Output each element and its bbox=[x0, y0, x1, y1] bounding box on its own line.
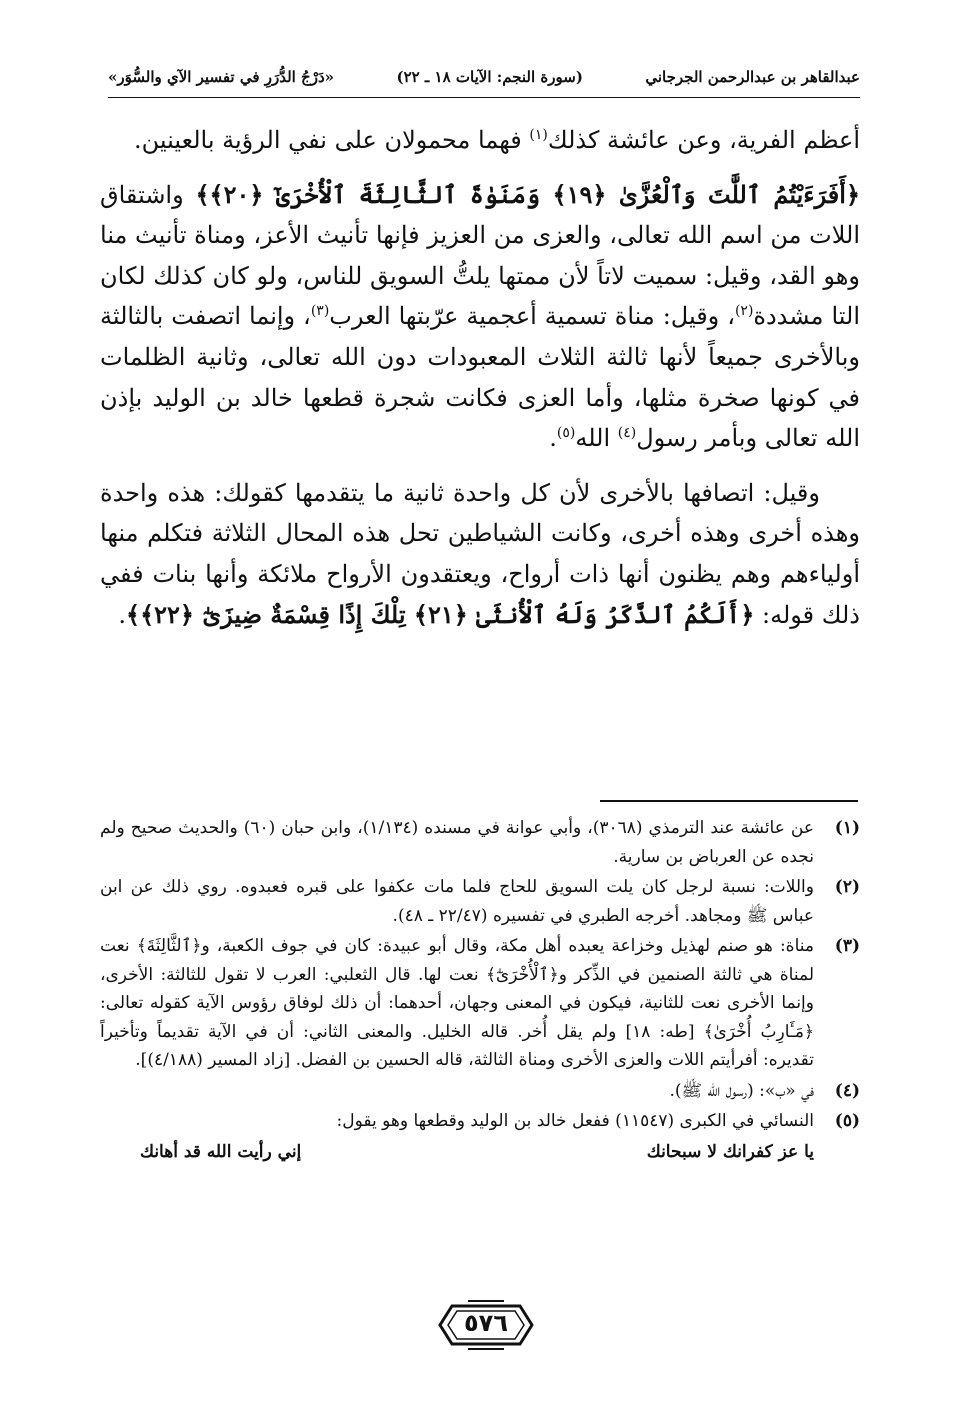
footnote-ref-1: (١) bbox=[529, 127, 548, 143]
text-run: ، وقيل: مناة تسمية أعجمية عرّبتها العرب bbox=[329, 302, 735, 331]
footnotes bbox=[100, 814, 860, 1166]
text-run: وقيل: اتصافها بالأخرى لأن كل واحدة ثانية ما يتقدمها كقولك: هذه واحدة وهذه أخرى وهذه أخرى، وكانت الشياطين تحل هذه المحال الثلاثة فتكلم منها أولياءهم وهم يظنون أنها ذات أرواح، ويعتقدون الأرواح ملائكة وأنها بنات ففي ذلك قوله: bbox=[100, 478, 860, 629]
footnote-number: (٢) bbox=[834, 877, 860, 897]
footnote-number: (٤) bbox=[834, 1080, 860, 1101]
footnote-text: واللات: نسبة لرجل كان يلت السويق للحاج فلما مات عكفوا على قبره فعبدوه. روي ذلك عن ابن عباس ﷺ ومجاهد. أخرجه الطبري في تفسيره (٢٢/٤٧ ـ ٤٨). bbox=[100, 877, 814, 926]
paragraph-2 bbox=[100, 175, 860, 459]
text-run: . bbox=[549, 424, 557, 453]
footnote-text: النسائي في الكبرى (١١٥٤٧) ففعل خالد بن الوليد وقطعها وهو يقول: bbox=[336, 1111, 814, 1131]
text-run: . bbox=[118, 600, 127, 629]
quran-verse-19-20: ﴿أَفَرَءَيْتُمُ ٱللَّٰتَ وَٱلْعُزَّىٰ ﴿١٩﴾ وَمَنَوٰةَ ٱلثَّالِثَةَ ٱلْأُخْرَىٰٓ ﴿٢٠﴾﴾ bbox=[195, 179, 861, 209]
footnote-5 bbox=[100, 1107, 860, 1136]
footnote-2 bbox=[100, 873, 860, 930]
main-text bbox=[100, 120, 860, 635]
paragraph-1 bbox=[100, 120, 860, 161]
footnote-text: مناة: هو صنم لهذيل وخزاعة يعبده أهل مكة، وقال أبو عبيدة: كان في جوف الكعبة، و﴿ٱلثَّالِثَةَ﴾ نعت لمناة هي ثالثة الصنمين في الذِّكر و﴿ٱلْأُخْرَىٰٓ﴾ نعت لها. قال الثعلبي: العرب لا تقول للثالثة: الأخرى، وإنما الأخرى نعت للثانية، فيكون في المعنى وجهان، أحدهما: أن ذلك لوفاق رؤوس الآية كقوله تعالى: ﴿مَـَٔارِبُ أُخْرَىٰ﴾ [طه: ١٨] ولم يقل أُخر. قاله الخليل. والمعنى الثاني: أن في الآية تقديماً وتأخيراً تقديره: أفرأيتم اللات والعزى الأخرى ومناة الثالثة، قاله الحسين بن الفضل. [زاد المسير (٤/١٨٨)]. bbox=[100, 936, 814, 1070]
footnote-text: عن عائشة عند الترمذي (٣٠٦٨)، وأبي عوانة في مسنده (١/١٣٤)، وابن حبان (٦٠) والحديث صحيح ولم نجده عن العرباض بن سارية. bbox=[100, 818, 814, 867]
footnote-3 bbox=[100, 932, 860, 1075]
text-run: واشتقاق اللات من اسم الله تعالى، والعزى من العزيز فإنها تأنيث الأعز، ومناة تأنيث منا وهو القد، وقيل: سميت لاتاً لأن ممتها يلتُّ السويق للناس، ولو كان كذلك لكان التا مشددة bbox=[100, 180, 861, 331]
header-divider bbox=[108, 97, 860, 98]
footnote-1 bbox=[100, 814, 860, 871]
footnote-number: (١) bbox=[834, 818, 860, 838]
text-run: فهما محمولان على نفي الرؤية بالعينين. bbox=[133, 126, 530, 154]
footnote-ref-2: (٢) bbox=[734, 303, 754, 320]
running-header bbox=[108, 64, 860, 90]
text-run: الله bbox=[575, 424, 618, 453]
text-run: أعظم الفرية، وعن عائشة كذلك bbox=[547, 126, 860, 154]
page-number-ornament bbox=[438, 1300, 534, 1350]
footnote-divider bbox=[600, 800, 858, 802]
footnote-ref-5: (٥) bbox=[556, 425, 576, 442]
footnote-text: في «ب»: (رسول الله ﷺ). bbox=[669, 1080, 814, 1101]
header-book-title: «دَرْجُ الدُّرَرِ في تفسير الآي والسُّوَر» bbox=[108, 68, 335, 86]
footnote-4 bbox=[100, 1077, 860, 1106]
header-surah-ref: (سورة النجم: الآيات ١٨ ـ ٢٢) bbox=[396, 68, 583, 86]
poem-first-hemistich: يا عز كفرانك لا سبحانك bbox=[646, 1141, 814, 1162]
text-run: ، وإنما اتصفت بالثالثة وبالأخرى جميعاً لأنها ثالثة الثلاث المعبودات دون الله تعالى، وثانية الظلمات في كونها صخرة مثلها، وأما العزى فكانت شجرة قطعها خالد بن الوليد بإذن الله تعالى وبأمر رسول bbox=[100, 302, 860, 453]
page-number: ٥٧٦ bbox=[464, 1309, 508, 1337]
footnote-number: (٥) bbox=[834, 1111, 860, 1131]
footnote-ref-4: (٤) bbox=[617, 425, 637, 442]
quran-verse-21-22: ﴿أَلَكُمُ ٱلذَّكَرُ وَلَهُ ٱلْأُنثَىٰ ﴿٢١﴾ تِلْكَ إِذًا قِسْمَةٌ ضِيزَىٰٓ ﴿٢٢﴾﴾ bbox=[126, 599, 755, 629]
paragraph-3 bbox=[100, 473, 860, 635]
footnote-number: (٣) bbox=[834, 936, 860, 956]
header-author: عبدالقاهر بن عبدالرحمن الجرجاني bbox=[645, 68, 860, 86]
footnote-ref-3: (٣) bbox=[310, 303, 330, 320]
poem-verse bbox=[140, 1138, 814, 1167]
poem-second-hemistich: إني رأيت الله قد أهانك bbox=[140, 1141, 302, 1162]
